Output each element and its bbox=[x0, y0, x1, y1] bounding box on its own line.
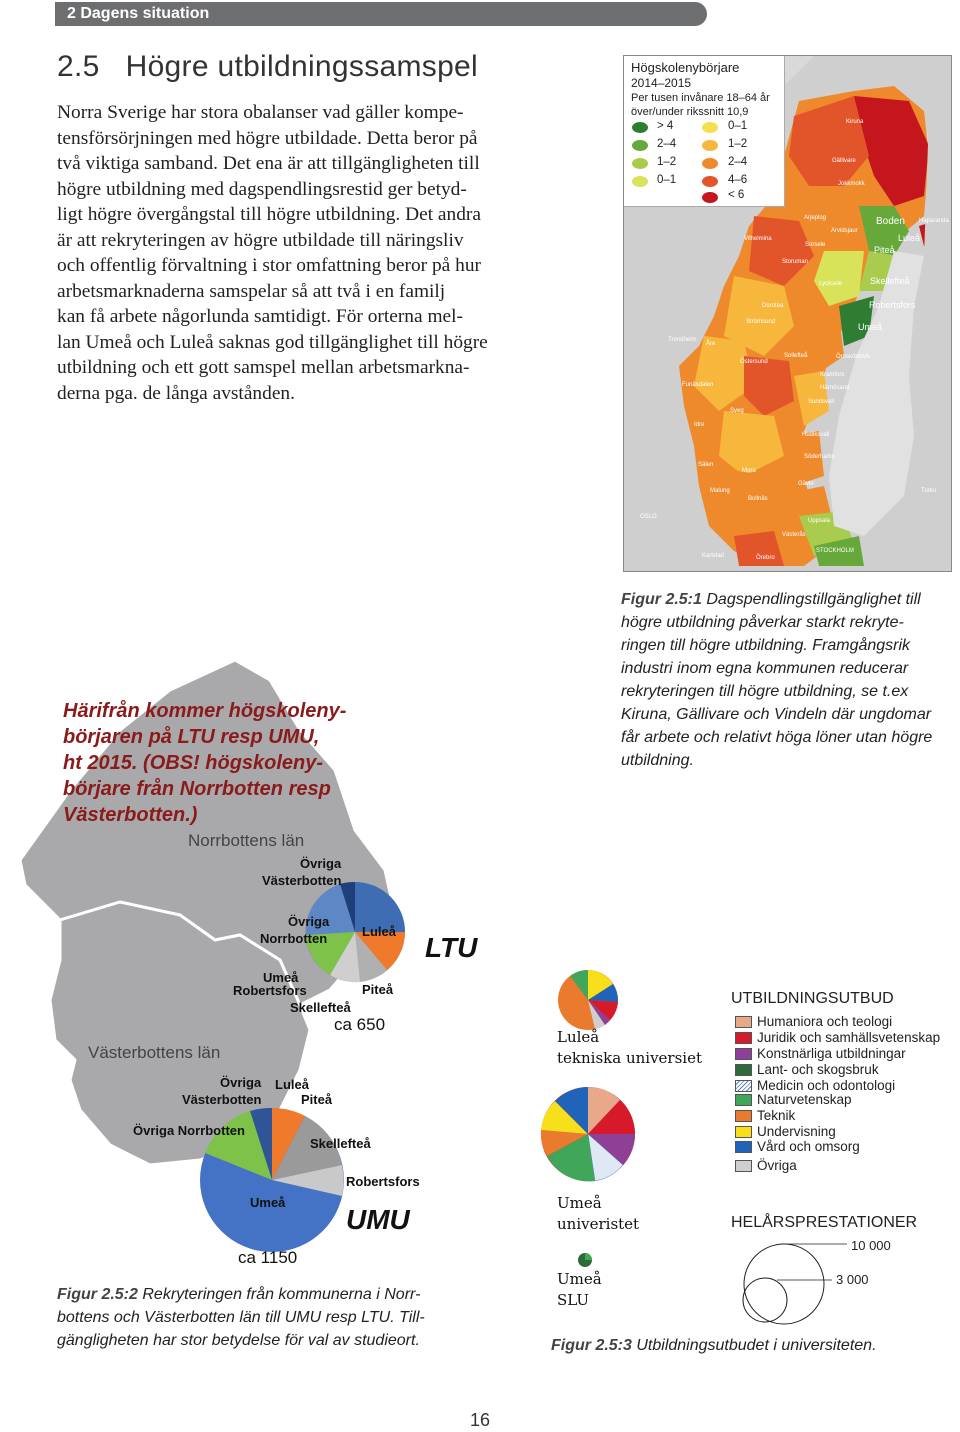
uni-name: SLU bbox=[557, 1291, 590, 1309]
ltu-label-ovriga-vb-1: Övriga bbox=[300, 856, 342, 871]
volume-legend-title: HELÅRSPRESTATIONER bbox=[731, 1214, 918, 1231]
body-line: kan få arbete någorlunda samtidigt. För orterna mel- bbox=[57, 306, 463, 327]
caption-line: högre utbildning påverkar starkt rekryte- bbox=[621, 614, 904, 631]
map-label-idre: Idre bbox=[694, 422, 705, 428]
offer-legend-item bbox=[735, 1158, 797, 1173]
map-label-ornskoldsvik: Örnsköldsvik bbox=[836, 354, 871, 360]
map-label-hudiksvall: Hudiksvall bbox=[802, 432, 830, 438]
section-tab bbox=[55, 2, 707, 26]
note-line: börjaren på LTU resp UMU, bbox=[63, 726, 320, 748]
legend-swatch bbox=[702, 158, 718, 169]
legend-over-4: 0–1 bbox=[657, 174, 677, 186]
offer-legend-label: Juridik och samhällsvetenskap bbox=[757, 1030, 941, 1045]
section-title: Högre utbildningssamspel bbox=[125, 50, 478, 83]
map-label-sveg: Sveg bbox=[730, 408, 744, 414]
umu-label-ovriga-vb-1: Övriga bbox=[220, 1075, 262, 1090]
volume-value-large: 10 000 bbox=[851, 1238, 891, 1253]
body-paragraph bbox=[57, 100, 562, 406]
uni-name: Luleå bbox=[557, 1028, 600, 1046]
map-label-sundsvall: Sundsvall bbox=[808, 399, 835, 405]
uni-name: tekniska universiet bbox=[557, 1049, 702, 1067]
map-label-gavle: Gävle bbox=[798, 481, 814, 487]
map-label-are: Åre bbox=[706, 341, 716, 347]
university-pies bbox=[535, 950, 655, 1290]
volume-legend-circles bbox=[732, 1236, 852, 1326]
map-label-stockholm: STOCKHOLM bbox=[816, 548, 854, 554]
offer-legend-title: UTBILDNINGSUTBUD bbox=[731, 990, 894, 1007]
map-label-lulea: Luleå bbox=[898, 233, 921, 243]
note-line: Härifrån kommer högskoleny- bbox=[63, 700, 347, 722]
map-label-turku: Turku bbox=[921, 488, 937, 494]
ltu-label-pitea: Piteå bbox=[362, 982, 394, 997]
body-line: arbetsmarknaderna samspelar så att två i en familj bbox=[57, 280, 446, 302]
map-label-bollnas: Bollnäs bbox=[748, 496, 768, 502]
map-label-kiruna: Kiruna bbox=[846, 119, 864, 125]
body-line: Norra Sverige har stora obalanser vad gäller kompe- bbox=[57, 102, 464, 123]
body-line: tensförsörjningen med högre utbildade. Detta beror på bbox=[57, 127, 478, 149]
map-label-jokkmokk: Jokkmokk bbox=[838, 181, 865, 187]
figure-caption-1 bbox=[621, 588, 951, 772]
caption-line: Dagspendlingstillgänglighet till bbox=[706, 591, 921, 608]
map-label-vilhelmina: Vilhelmina bbox=[744, 236, 772, 242]
map-label-gallivare: Gällivare bbox=[832, 158, 856, 164]
offer-legend-label: Undervisning bbox=[757, 1124, 836, 1139]
caption-line: gängligheten har stor betydelse för val av studieort. bbox=[57, 1332, 420, 1349]
umu-label-ovriga-norrbotten: Övriga Norrbotten bbox=[133, 1123, 245, 1138]
volume-circle-small bbox=[743, 1278, 787, 1322]
uni-name: Umeå bbox=[557, 1194, 602, 1212]
ltu-label-ovriga-nb-2: Norrbotten bbox=[260, 931, 328, 946]
section-number: 2.5 bbox=[57, 50, 100, 83]
caption-line: Kiruna, Gällivare och Vindeln där ungdomar bbox=[621, 706, 932, 723]
map-label-kramfors: Kramfors bbox=[820, 372, 845, 378]
caption-line: rekryteringen till högre utbildning, se t.ex bbox=[621, 683, 909, 700]
ltu-label-lulea: Luleå bbox=[362, 924, 396, 939]
legend-under-3: 2–4 bbox=[728, 156, 748, 168]
page-title bbox=[57, 50, 478, 84]
offer-legend-item bbox=[735, 1108, 795, 1123]
map-label-robertsfors: Robertsfors bbox=[869, 300, 916, 310]
ltu-offer-label bbox=[557, 1027, 702, 1069]
caption-text: Utbildningsutbudet i universiteten. bbox=[636, 1337, 877, 1354]
map-label-haparanda: Haparanda bbox=[919, 218, 949, 224]
region-label-norrbotten: Norrbottens län bbox=[188, 831, 305, 850]
offer-legend-item bbox=[735, 1078, 895, 1093]
body-line: är att rekryteringen av högre utbildade till näringsliv bbox=[57, 229, 464, 251]
recruitment-note bbox=[63, 698, 383, 828]
map-label-uppsala: Uppsala bbox=[808, 518, 831, 524]
legend-under-4: 4–6 bbox=[728, 174, 748, 186]
ltu-title: LTU bbox=[425, 932, 478, 963]
offer-legend-label: Humaniora och teologi bbox=[757, 1014, 893, 1029]
note-line: börjare från Norrbotten resp bbox=[63, 778, 331, 800]
legend-swatch bbox=[702, 122, 718, 133]
map-label-sorsele: Sorsele bbox=[805, 242, 826, 248]
offer-legend-label: Vård och omsorg bbox=[757, 1139, 860, 1154]
map-label-solleftea: Sollefteå bbox=[784, 353, 808, 359]
legend-swatch bbox=[702, 176, 718, 187]
slu-offer-label bbox=[557, 1269, 602, 1311]
legend-under-2: 1–2 bbox=[728, 138, 748, 150]
legend-swatch bbox=[702, 140, 718, 151]
caption-line: utbildning. bbox=[621, 752, 694, 769]
map-label-salen: Sälen bbox=[698, 462, 714, 468]
map-label-arjeplog: Arjeplog bbox=[804, 215, 827, 221]
body-line: ligt högre övergångstal till högre utbildning. Det andra bbox=[57, 204, 481, 225]
ltu-label-ovriga-vb-2: Västerbotten bbox=[262, 873, 342, 888]
page-number: 16 bbox=[470, 1410, 491, 1430]
legend-title: Högskolenybörjare bbox=[631, 60, 740, 75]
figure-caption-3 bbox=[551, 1337, 951, 1355]
offer-legend-item bbox=[735, 1062, 879, 1077]
offer-legend-item bbox=[735, 1124, 836, 1139]
legend-over-1: > 4 bbox=[657, 120, 674, 132]
caption-line: industri inom egna kommunen reducerar bbox=[621, 660, 909, 677]
legend-over-2: 2–4 bbox=[657, 138, 677, 150]
region-label-vasterbotten: Västerbottens län bbox=[88, 1043, 221, 1062]
legend-swatch bbox=[632, 158, 648, 169]
map-label-lycksele: Lycksele bbox=[819, 281, 843, 287]
map-label-storuman: Storuman bbox=[782, 259, 809, 265]
legend-under-1: 0–1 bbox=[728, 120, 748, 132]
caption-label: Figur 2.5:2 bbox=[57, 1286, 138, 1303]
map-label-oslo: OSLO bbox=[640, 514, 657, 520]
caption-line: ringen till högre utbildning. Framgångsrik bbox=[621, 637, 911, 654]
legend-subtitle-2: över/under rikssnitt 10,9 bbox=[631, 106, 749, 118]
sweden-choropleth-map bbox=[623, 55, 952, 572]
map-label-stromsund: Strömsund bbox=[746, 319, 776, 325]
map-label-arvidsjaur: Arvidsjaur bbox=[831, 228, 858, 234]
map-label-trondheim: Trondheim bbox=[668, 337, 697, 343]
map-label-umea: Umeå bbox=[858, 322, 883, 332]
ltu-label-robertsfors: Robertsfors bbox=[233, 983, 307, 998]
uni-name: Umeå bbox=[557, 1270, 602, 1288]
body-line: två viktiga samband. Det ena är att tillgängligheten till bbox=[57, 153, 480, 174]
ltu-total: ca 650 bbox=[334, 1015, 386, 1034]
offer-legend-label: Lant- och skogsbruk bbox=[757, 1062, 879, 1077]
body-line: derna pga. de långa avstånden. bbox=[57, 382, 295, 404]
note-line: ht 2015. (OBS! högskoleny- bbox=[63, 752, 324, 774]
body-line: högre utbildning med dagspendlingsrestid ger betyd- bbox=[57, 178, 467, 200]
map-label-soderhamn: Söderhamn bbox=[804, 454, 836, 460]
ltu-label-umea: Umeå bbox=[263, 970, 299, 985]
legend-swatch bbox=[632, 176, 648, 187]
legend-under-5: < 6 bbox=[728, 189, 745, 201]
umu-label-pitea: Piteå bbox=[301, 1092, 333, 1107]
caption-label: Figur 2.5:3 bbox=[551, 1337, 632, 1354]
map-label-harnosand: Härnösand bbox=[820, 385, 850, 391]
body-line: lan Umeå och Luleå saknas god tillgänglighet till högre bbox=[57, 331, 488, 353]
uni-name: univeristet bbox=[557, 1215, 640, 1233]
umu-title: UMU bbox=[346, 1204, 410, 1235]
offer-legend-label: Medicin och odontologi bbox=[757, 1078, 896, 1093]
umu-label-umea: Umeå bbox=[250, 1195, 286, 1210]
legend-swatch bbox=[632, 122, 648, 133]
map-label-funasdalen: Funäsdalen bbox=[682, 382, 714, 388]
ltu-label-ovriga-nb-1: Övriga bbox=[288, 914, 330, 929]
umu-offer-label bbox=[557, 1193, 639, 1235]
offer-legend-label: Naturvetenskap bbox=[757, 1092, 852, 1107]
caption-line: får arbete och relativt höga löner utan högre bbox=[621, 729, 933, 746]
slu-offer-natur bbox=[585, 1253, 592, 1260]
umu-label-lulea: Luleå bbox=[275, 1077, 309, 1092]
legend-over-3: 1–2 bbox=[657, 156, 677, 168]
offer-legend-label: Teknik bbox=[757, 1108, 796, 1123]
offer-legend-item bbox=[735, 1030, 940, 1045]
caption-line: Rekryteringen från kommunerna i Norr- bbox=[142, 1286, 421, 1303]
legend-swatch bbox=[632, 140, 648, 151]
map-label-dorotea: Dorotea bbox=[762, 303, 784, 309]
legend-subtitle-1: Per tusen invånare 18–64 år bbox=[631, 92, 770, 104]
offer-legend-label: Övriga bbox=[757, 1158, 797, 1173]
umu-label-ovriga-vb-2: Västerbotten bbox=[182, 1092, 262, 1107]
map-label-boden: Boden bbox=[876, 216, 905, 227]
note-line: Västerbotten.) bbox=[63, 804, 198, 826]
map-legend bbox=[624, 56, 785, 207]
map-label-vasteras: Västerås bbox=[782, 532, 806, 538]
offer-legend-item bbox=[735, 1092, 852, 1107]
map-label-orebro: Örebro bbox=[756, 555, 775, 561]
map-label-skelleftea: Skellefteå bbox=[870, 276, 910, 286]
offer-legend-label: Konstnärliga utbildningar bbox=[757, 1046, 906, 1061]
body-line: utbildning och ett gott samspel mellan arbetsmarkna- bbox=[57, 357, 470, 378]
umu-label-robertsfors: Robertsfors bbox=[346, 1174, 420, 1189]
map-label-ostersund: Östersund bbox=[740, 359, 768, 365]
caption-line: bottens och Västerbotten län till UMU resp LTU. Till- bbox=[57, 1309, 425, 1326]
map-label-mora: Mora bbox=[742, 468, 756, 474]
offer-legend-item bbox=[735, 1046, 906, 1061]
legend-years: 2014–2015 bbox=[631, 76, 692, 90]
figure-caption-2 bbox=[57, 1283, 477, 1352]
ltu-label-skelleftea: Skellefteå bbox=[290, 1000, 351, 1015]
offer-legend-item bbox=[735, 1139, 860, 1154]
offer-legend-item bbox=[735, 1014, 892, 1029]
umu-label-skelleftea: Skellefteå bbox=[310, 1136, 371, 1151]
volume-value-small: 3 000 bbox=[836, 1272, 869, 1287]
map-label-karlstad: Karlstad bbox=[702, 553, 725, 559]
umu-total: ca 1150 bbox=[238, 1248, 298, 1267]
map-label-malung: Malung bbox=[710, 488, 730, 494]
map-label-pitea: Piteå bbox=[874, 245, 895, 255]
caption-label: Figur 2.5:1 bbox=[621, 591, 702, 608]
legend-swatch bbox=[702, 192, 718, 203]
body-line: och offentlig förvaltning i stor omfattning beror på hur bbox=[57, 255, 481, 276]
section-tab-label: 2 Dagens situation bbox=[67, 5, 210, 22]
